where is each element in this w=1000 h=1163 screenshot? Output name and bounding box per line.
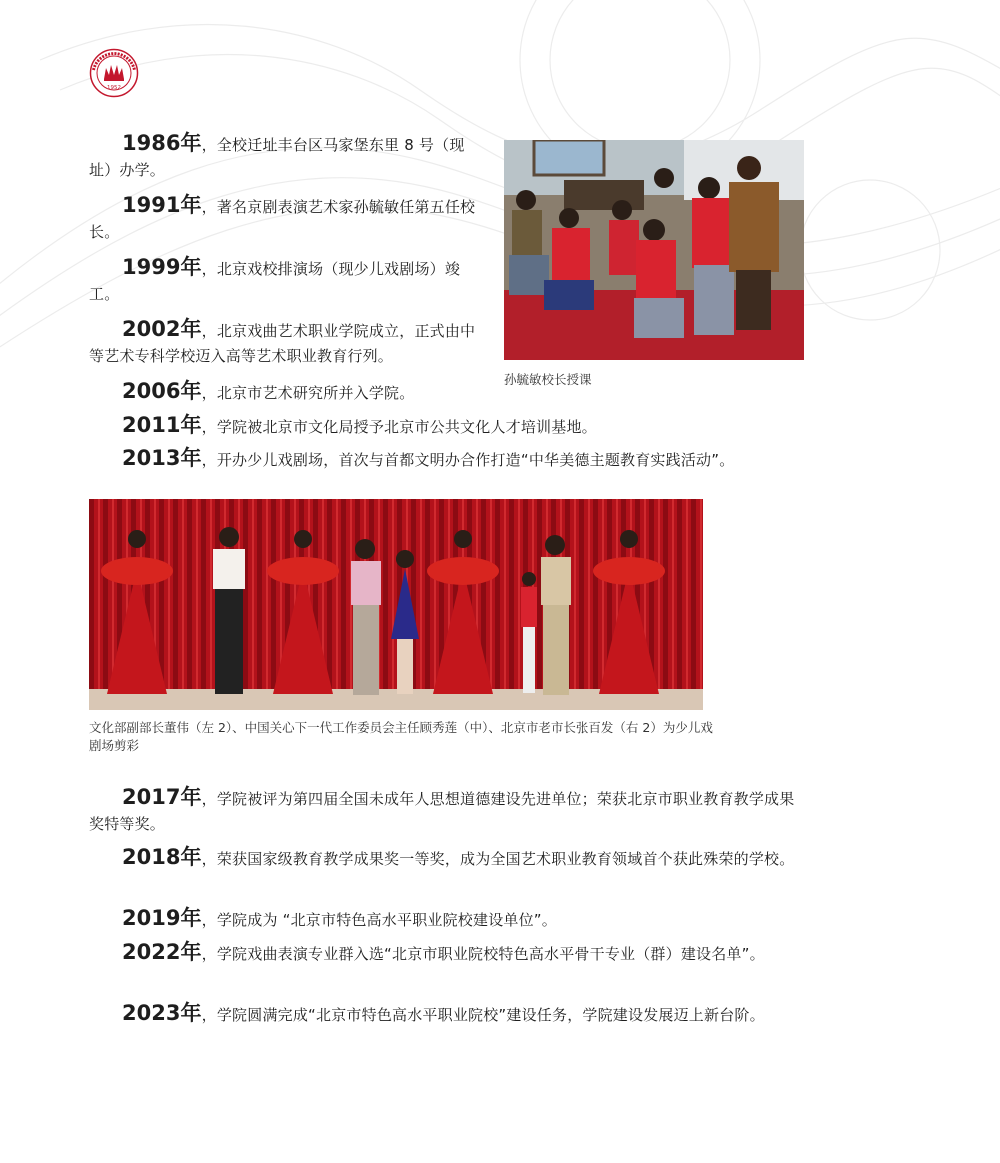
- timeline-entry-2019: 2019年，学院成为 “北京市特色高水平职业院校建设单位”。: [122, 906, 557, 930]
- school-logo: [89, 48, 139, 98]
- ribbon-cutting-photo: [89, 499, 703, 710]
- timeline-entry-2011: 2011年，学院被北京市文化局授予北京市公共文化人才培训基地。: [122, 413, 597, 437]
- entry-text: ，北京戏曲艺术职业学院成立，正式由中等艺术专科学校迈入高等艺术职业教育行列。: [89, 322, 476, 365]
- entry-text: ，学院被评为第四届全国未成年人思想道德建设先进单位；荣获北京市职业教育教学成果奖特等奖。: [89, 790, 795, 833]
- entry-text: ，全校迁址丰台区马家堡东里 8 号（现址）办学。: [89, 136, 465, 179]
- entry-text: ，学院被北京市文化局授予北京市公共文化人才培训基地。: [201, 418, 597, 436]
- timeline-entry-2006: 2006年，北京市艺术研究所并入学院。: [122, 379, 415, 403]
- timeline-entry-2013: 2013年，开办少儿戏剧场，首次与首都文明办合作打造“中华美德主题教育实践活动”。: [122, 446, 735, 470]
- entry-year: 1991: [122, 193, 181, 217]
- timeline-entry-2023: 2023年，学院圆满完成“北京市特色高水平职业院校”建设任务，学院建设发展迈上新台阶。: [122, 1001, 765, 1025]
- entry-text: ，学院圆满完成“北京市特色高水平职业院校”建设任务，学院建设发展迈上新台阶。: [201, 1006, 765, 1024]
- entry-text: ，学院戏曲表演专业群入选“北京市职业院校特色高水平骨干专业（群）建设名单”。: [201, 945, 765, 963]
- entry-year: 2018: [122, 845, 181, 869]
- entry-year: 1986: [122, 131, 181, 155]
- timeline-entry-1999: 1999年，北京戏校排演场（现少儿戏剧场）竣工。: [89, 255, 461, 303]
- entry-year: 2013: [122, 446, 181, 470]
- entry-text: ，荣获国家级教育教学成果奖一等奖，成为全国艺术职业教育领域首个获此殊荣的学校。: [201, 850, 795, 868]
- school-emblem-icon: [89, 48, 139, 98]
- classroom-photo-caption: 孙毓敏校长授课: [504, 372, 592, 387]
- entry-text: ，北京戏校排演场（现少儿戏剧场）竣工。: [89, 260, 461, 303]
- ribbon-cutting-photo-caption: 文化部副部长董伟（左 2）、中国关心下一代工作委员会主任顾秀莲（中）、北京市老市长张百发（右 2）为少儿戏剧场剪彩: [89, 720, 713, 753]
- timeline-entry-2018: 2018年，荣获国家级教育教学成果奖一等奖，成为全国艺术职业教育领域首个获此殊荣的学校。: [122, 845, 795, 869]
- entry-year: 2023: [122, 1001, 181, 1025]
- classroom-photo: [504, 140, 804, 360]
- entry-text: ，开办少儿戏剧场，首次与首都文明办合作打造“中华美德主题教育实践活动”。: [201, 451, 735, 469]
- entry-year: 2022: [122, 940, 181, 964]
- entry-text: ，学院成为 “北京市特色高水平职业院校建设单位”。: [201, 911, 557, 929]
- entry-year: 2011: [122, 413, 181, 437]
- entry-year: 2002: [122, 317, 181, 341]
- timeline-entry-2017: 2017年，学院被评为第四届全国未成年人思想道德建设先进单位；荣获北京市职业教育教学成果奖特等奖。: [89, 785, 795, 833]
- entry-year: 2017: [122, 785, 181, 809]
- entry-text: ，著名京剧表演艺术家孙毓敏任第五任校长。: [89, 198, 476, 241]
- entry-year: 2006: [122, 379, 181, 403]
- timeline-entry-1986: 1986年，全校迁址丰台区马家堡东里 8 号（现址）办学。: [89, 131, 465, 179]
- timeline-entry-2002: 2002年，北京戏曲艺术职业学院成立，正式由中等艺术专科学校迈入高等艺术职业教育行列。: [89, 317, 476, 365]
- logo-year: 1952: [107, 85, 121, 91]
- timeline-entry-1991: 1991年，著名京剧表演艺术家孙毓敏任第五任校长。: [89, 193, 476, 241]
- entry-year: 2019: [122, 906, 181, 930]
- timeline-entry-2022: 2022年，学院戏曲表演专业群入选“北京市职业院校特色高水平骨干专业（群）建设名单”。: [122, 940, 765, 964]
- entry-text: ，北京市艺术研究所并入学院。: [201, 384, 415, 402]
- entry-year: 1999: [122, 255, 181, 279]
